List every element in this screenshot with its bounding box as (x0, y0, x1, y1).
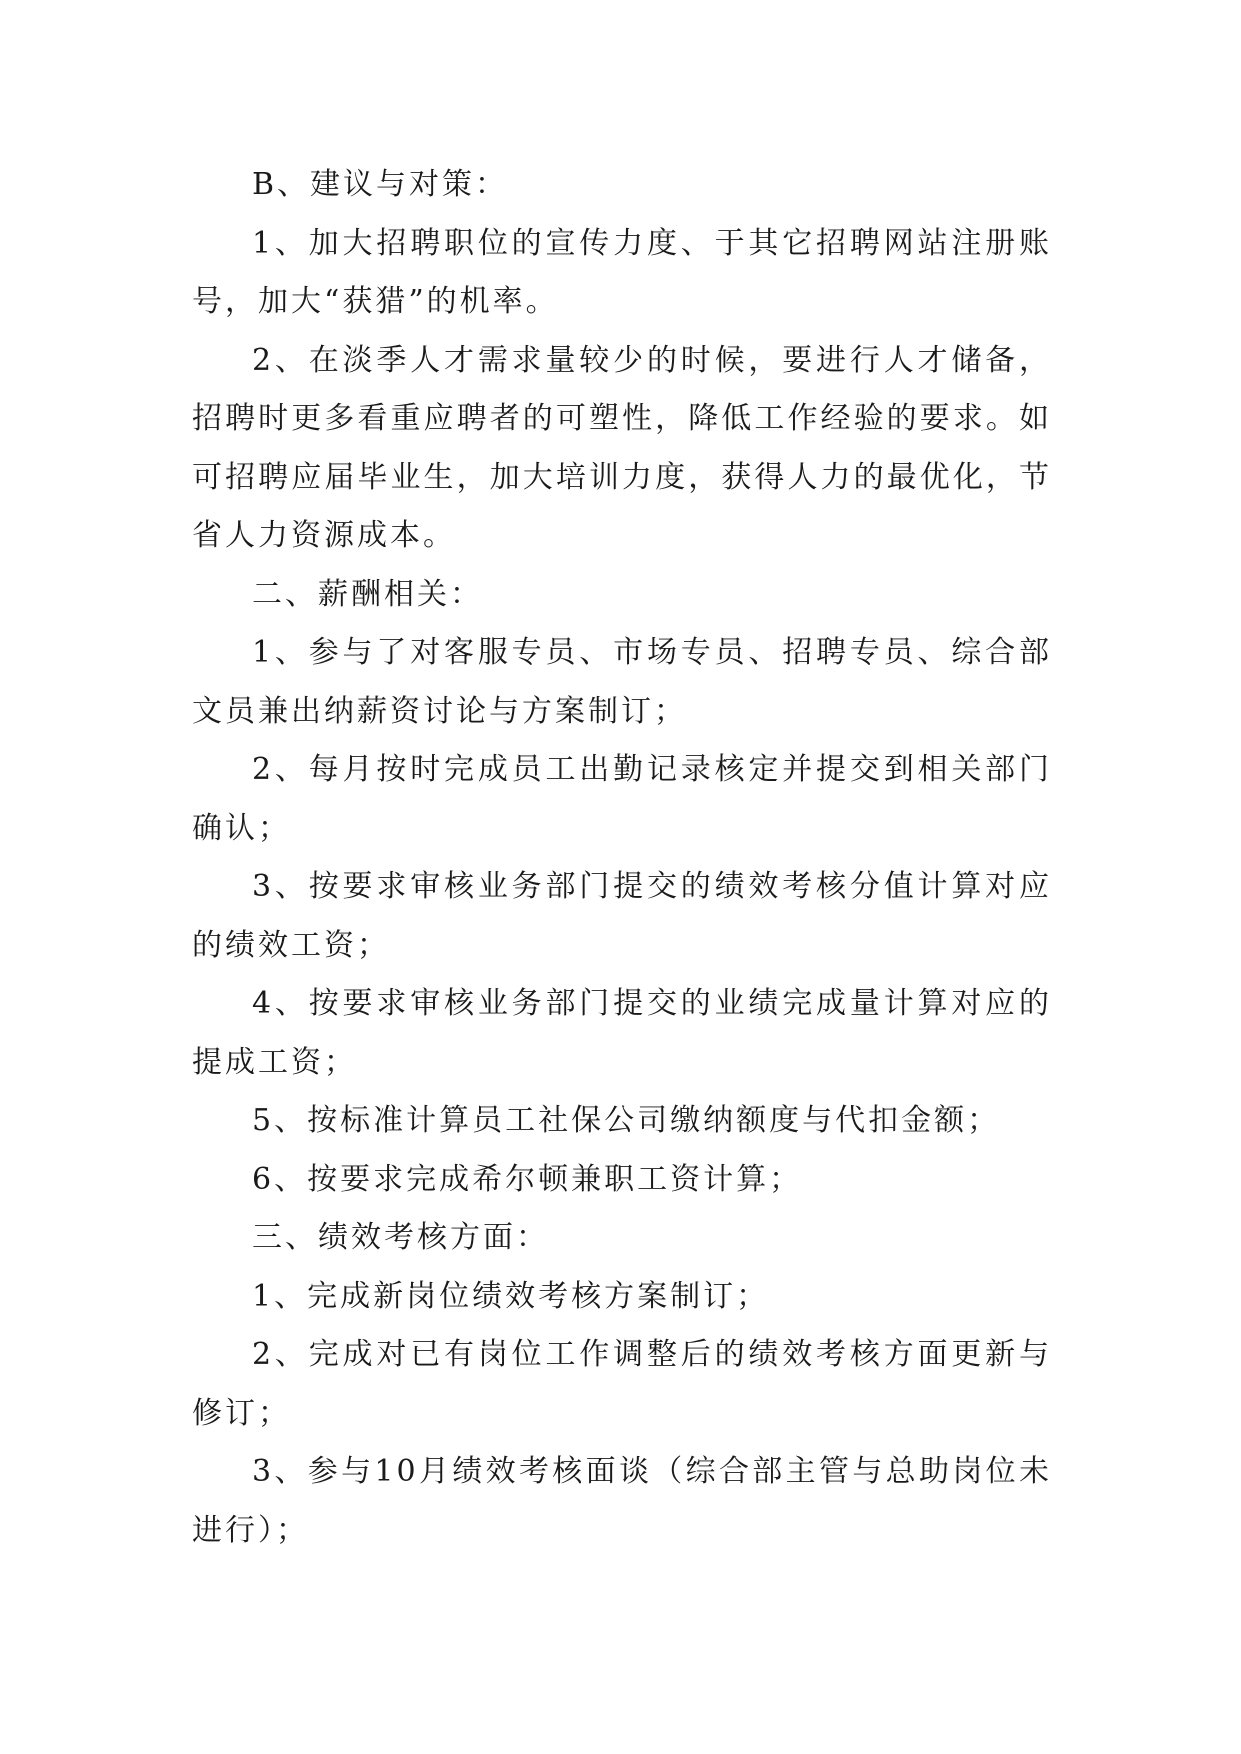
paragraph-performance-heading: 三、绩效考核方面： (252, 1220, 549, 1255)
paragraph-salary-1: 1、参与了对客服专员、市场专员、招聘专员、综合部文员兼出纳薪资讨论与方案制订； (192, 635, 1052, 729)
paragraph-salary-2: 2、每月按时完成员工出勤记录核定并提交到相关部门确认； (192, 752, 1052, 846)
paragraph-suggestion-2: 2、在淡季人才需求量较少的时候，要进行人才储备，招聘时更多看重应聘者的可塑性，降低工作经验的要求。如可招聘应届毕业生，加大培训力度，获得人力的最优化，节省人力资源成本。 (192, 342, 1052, 553)
paragraph-suggestions-heading: B、建议与对策： (252, 167, 509, 202)
paragraph-performance-1: 1、完成新岗位绩效考核方案制订； (252, 1278, 770, 1314)
paragraph-suggestion-1: 1、加大招聘职位的宣传力度、于其它招聘网站注册账号，加大“获猎”的机率。 (192, 225, 1052, 319)
document-body (192, 156, 1052, 1560)
paragraph-performance-2: 2、完成对已有岗位工作调整后的绩效考核方面更新与修订； (192, 1337, 1052, 1431)
paragraph-salary-3: 3、按要求审核业务部门提交的绩效考核分值计算对应的绩效工资； (192, 869, 1052, 963)
paragraph-salary-heading: 二、薪酬相关： (252, 576, 483, 612)
paragraph-salary-5: 5、按标准计算员工社保公司缴纳额度与代扣金额； (252, 1103, 1001, 1138)
paragraph-performance-3: 3、参与10月绩效考核面谈（综合部主管与总助岗位未进行）； (192, 1454, 1052, 1548)
paragraph-salary-6: 6、按要求完成希尔顿兼职工资计算； (252, 1161, 803, 1197)
paragraph-salary-4: 4、按要求审核业务部门提交的业绩完成量计算对应的提成工资； (192, 986, 1052, 1080)
